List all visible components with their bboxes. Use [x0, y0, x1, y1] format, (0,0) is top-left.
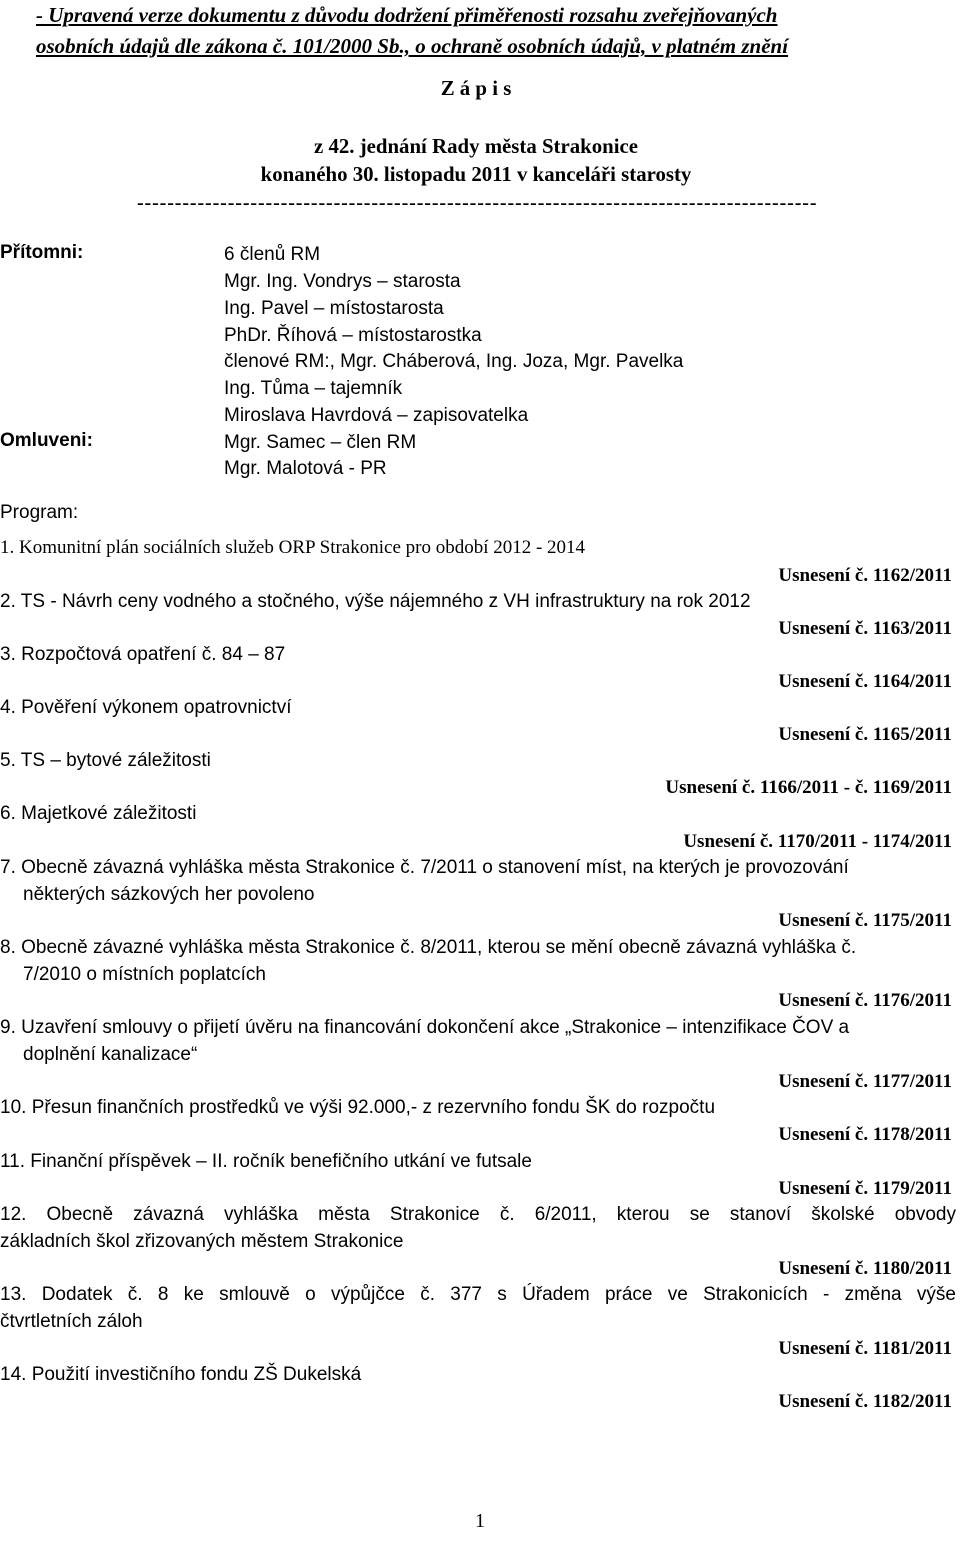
present-member: Mgr. Ing. Vondrys – starosta [224, 271, 461, 292]
program-item: 9. Uzavření smlouvy o přijetí úvěru na financování dokončení akce „Strakonice – intenzifikace ČOV a [0, 1017, 850, 1038]
program-item: 10. Přesun finančních prostředků ve výši 92.000,- z rezervního fondu ŠK do rozpočtu [0, 1097, 716, 1118]
resolution-number: Usnesení č. 1176/2011 [778, 990, 952, 1011]
program-item-continuation: některých sázkových her povoleno [23, 884, 315, 905]
program-item: 4. Pověření výkonem opatrovnictví [0, 697, 292, 718]
resolution-number: Usnesení č. 1178/2011 [778, 1124, 952, 1145]
present-member: Miroslava Havrdová – zapisovatelka [224, 405, 529, 426]
program-item: 2. TS - Návrh ceny vodného a stočného, výše nájemného z VH infrastruktury na rok 2012 [0, 591, 751, 612]
present-member: Ing. Pavel – místostarosta [224, 298, 444, 319]
resolution-number: Usnesení č. 1175/2011 [778, 910, 952, 931]
resolution-number: Usnesení č. 1181/2011 [778, 1338, 952, 1359]
resolution-number: Usnesení č. 1163/2011 [778, 618, 952, 639]
privacy-notice-line-1: - Upravená verze dokumentu z důvodu dodržení přiměřenosti rozsahu zveřejňovaných [36, 3, 778, 27]
program-item: 1. Komunitní plán sociálních služeb ORP Strakonice pro období 2012 - 2014 [0, 537, 586, 558]
resolution-number: Usnesení č. 1164/2011 [778, 671, 952, 692]
page-number: 1 [475, 1510, 485, 1532]
privacy-notice-line-2: osobních údajů dle zákona č. 101/2000 Sb., o ochraně osobních údajů, v platném znění [36, 34, 789, 58]
resolution-number: Usnesení č. 1179/2011 [778, 1178, 952, 1199]
program-item: 7. Obecně závazná vyhláška města Strakonice č. 7/2011 o stanovení míst, na kterých je provozování [0, 857, 849, 878]
resolution-number: Usnesení č. 1177/2011 [778, 1071, 952, 1092]
program-item-continuation: 7/2010 o místních poplatcích [23, 964, 266, 985]
resolution-number: Usnesení č. 1182/2011 [778, 1391, 952, 1412]
meeting-date-place: konaného 30. listopadu 2011 v kanceláři starosty [260, 162, 692, 186]
program-item-continuation: doplnění kanalizace“ [23, 1044, 198, 1065]
resolution-number: Usnesení č. 1165/2011 [778, 724, 952, 745]
present-member: PhDr. Říhová – místostarostka [224, 325, 482, 346]
privacy-notice [36, 0, 936, 62]
program-item: 6. Majetkové záležitosti [0, 803, 197, 824]
program-item: 12. Obecně závazná vyhláška města Strakonice č. 6/2011, kterou se stanoví školské obvody [0, 1204, 956, 1225]
resolution-number: Usnesení č. 1166/2011 - č. 1169/2011 [665, 777, 952, 798]
document-title: Z á p i s [440, 76, 512, 100]
program-item: 13. Dodatek č. 8 ke smlouvě o výpůjčce č. 377 s Úřadem práce ve Strakonicích - změna výše [0, 1284, 956, 1305]
excused-member: Mgr. Samec – člen RM [224, 432, 417, 453]
document-subtitle: z 42. jednání Rady města Strakonice [314, 134, 638, 158]
resolution-number: Usnesení č. 1180/2011 [778, 1258, 952, 1279]
excused-label: Omluveni: [0, 430, 93, 451]
present-label: Přítomni: [0, 242, 84, 263]
program-item: 3. Rozpočtová opatření č. 84 – 87 [0, 644, 286, 665]
program-item: 8. Obecně závazné vyhláška města Strakonice č. 8/2011, kterou se mění obecně závazná vyhláška č. [0, 937, 857, 958]
present-member: členové RM:, Mgr. Cháberová, Ing. Joza, Mgr. Pavelka [224, 351, 684, 372]
program-item: 11. Finanční příspěvek – II. ročník benefičního utkání ve futsale [0, 1151, 532, 1172]
present-member: 6 členů RM [224, 244, 321, 265]
program-item: 5. TS – bytové záležitosti [0, 750, 211, 771]
header-separator: ------------------------------------------------------------------------------------------ [137, 192, 817, 210]
program-item: 14. Použití investičního fondu ZŠ Dukelská [0, 1364, 362, 1385]
present-member: Ing. Tůma – tajemník [224, 378, 403, 399]
resolution-number: Usnesení č. 1162/2011 [778, 565, 952, 586]
program-item-continuation: čtvrtletních záloh [0, 1311, 143, 1332]
program-item-continuation: základních škol zřizovaných městem Strakonice [0, 1231, 404, 1252]
program-label: Program: [0, 502, 79, 523]
excused-member: Mgr. Malotová - PR [224, 458, 387, 479]
resolution-number: Usnesení č. 1170/2011 - 1174/2011 [683, 831, 952, 852]
